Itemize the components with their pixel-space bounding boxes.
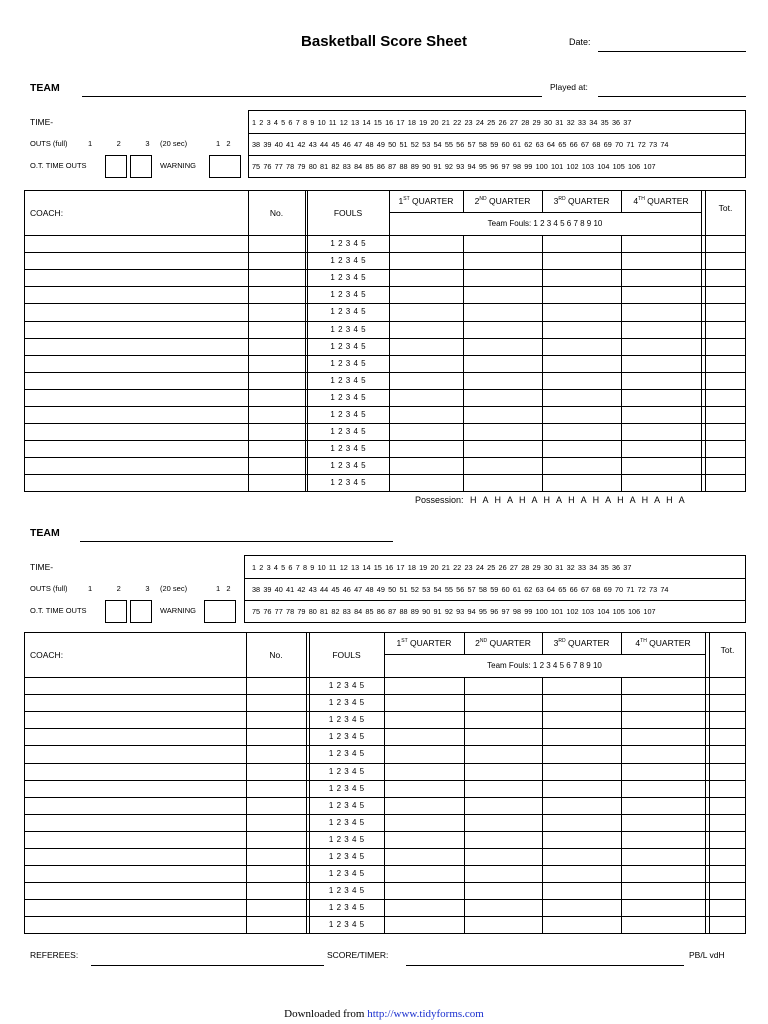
quarter-column-divider (464, 677, 465, 934)
time-label: TIME- (30, 562, 54, 572)
table-row (24, 440, 746, 441)
total-header: Tot. (720, 645, 735, 655)
quarter-number: 1 (398, 196, 404, 206)
footer-link[interactable]: http://www.tidyforms.com (367, 1008, 484, 1020)
time-numbers-row-3: 75 76 77 78 79 80 81 82 83 84 85 86 87 88 89 90 91 92 93 94 95 96 97 98 99 100 101 102 103 104 105 106 107 (252, 162, 656, 171)
warning-label: WARNING (160, 161, 196, 170)
quarter-column-divider (621, 677, 622, 934)
player-fouls-cell[interactable]: 1 2 3 4 5 (328, 834, 365, 844)
player-fouls-cell[interactable]: 1 2 3 4 5 (330, 461, 366, 471)
team-name-field-line[interactable] (82, 96, 542, 97)
table-row (24, 355, 746, 356)
quarter-word: QUARTER (407, 638, 452, 648)
quarter-suffix: ST (403, 196, 410, 203)
quarter-word: QUARTER (486, 196, 531, 206)
outs-full-numbers: 1 2 3 (88, 139, 150, 148)
table-row (24, 235, 746, 236)
quarter-word: QUARTER (565, 638, 610, 648)
quarter-header-underline (389, 212, 701, 213)
warning-box[interactable] (209, 155, 241, 178)
warning-box[interactable] (204, 600, 236, 623)
player-fouls-cell[interactable]: 1 2 3 4 5 (330, 410, 366, 419)
table-row (24, 423, 746, 424)
player-fouls-cell[interactable]: 1 2 3 4 5 (330, 290, 366, 300)
player-fouls-cell[interactable]: 1 2 3 4 5 (330, 239, 366, 248)
quarter-word: QUARTER (487, 638, 531, 648)
table-row (24, 882, 746, 883)
quarter-number: 4 (633, 196, 639, 206)
outs-full-label: OUTS (full) (30, 139, 68, 148)
quarter-word: QUARTER (409, 196, 454, 206)
quarter-number: 4 (635, 638, 641, 648)
table-row (24, 694, 746, 695)
player-fouls-cell[interactable]: 1 2 3 4 5 (328, 852, 365, 861)
date-label: Date: (569, 37, 591, 47)
player-fouls-cell[interactable]: 1 2 3 4 5 (328, 681, 365, 690)
quarter-number: 2 (475, 638, 480, 648)
table-row (24, 916, 746, 917)
total-header: Tot. (718, 203, 733, 213)
player-fouls-cell[interactable]: 1 2 3 4 5 (330, 341, 366, 351)
player-fouls-cell[interactable]: 1 2 3 4 5 (330, 392, 366, 402)
table-row (24, 406, 746, 407)
quarter-column-divider (463, 235, 464, 492)
team-fouls-row: Team Fouls: 1 2 3 4 5 6 7 8 9 10 (487, 219, 603, 228)
quarter-number: 1 (396, 638, 402, 648)
player-fouls-cell[interactable]: 1 2 3 4 5 (328, 715, 365, 725)
table-row (24, 457, 746, 458)
quarter-suffix: ST (401, 638, 408, 645)
table-row (24, 474, 746, 475)
quarter-suffix: TH (640, 638, 647, 645)
table-row (24, 711, 746, 712)
quarter-column-divider (542, 677, 543, 934)
quarter-header-underline (384, 654, 705, 655)
sec20-label: (20 sec) (160, 139, 188, 148)
player-fouls-cell[interactable]: 1 2 3 4 5 (330, 324, 366, 334)
initials-text: PB/L vdH (689, 950, 725, 960)
quarter-header-4 (621, 196, 701, 206)
quarter-suffix: ND (479, 196, 487, 203)
quarter-number: 3 (553, 196, 559, 206)
player-fouls-cell[interactable]: 1 2 3 4 5 (330, 358, 366, 368)
table-row (24, 677, 746, 678)
quarter-number: 3 (553, 638, 559, 648)
quarter-number: 2 (474, 196, 480, 206)
ot-time-out-box-1[interactable] (105, 600, 127, 623)
score-timer-field-line[interactable] (406, 965, 684, 966)
player-fouls-cell[interactable]: 1 2 3 4 5 (328, 732, 365, 742)
player-fouls-cell[interactable]: 1 2 3 4 5 (330, 427, 366, 437)
quarter-suffix: ND (479, 638, 488, 645)
coach-label: COACH: (30, 650, 64, 660)
player-fouls-cell[interactable]: 1 2 3 4 5 (330, 273, 366, 283)
footer-download-note (0, 1008, 768, 1020)
player-fouls-cell[interactable]: 1 2 3 4 5 (330, 256, 366, 266)
player-fouls-cell[interactable]: 1 2 3 4 5 (328, 783, 365, 793)
sec20-numbers: 1 2 (216, 584, 231, 593)
player-fouls-cell[interactable]: 1 2 3 4 5 (328, 800, 365, 810)
outs-full-numbers: 1 2 3 (88, 584, 150, 593)
warning-label: WARNING (160, 606, 196, 615)
time-numbers-row-1: 1 2 3 4 5 6 7 8 9 10 11 12 13 14 15 16 17 18 19 20 21 22 23 24 25 26 27 28 29 30 31 32 33 34 35 36 37 (252, 563, 632, 572)
player-fouls-cell[interactable]: 1 2 3 4 5 (330, 307, 366, 317)
quarter-header-4 (621, 638, 705, 648)
played-at-field-line[interactable] (598, 96, 746, 97)
team-label: TEAM (30, 527, 60, 539)
table-row (24, 252, 746, 253)
time-numbers-row-2: 38 39 40 41 42 43 44 45 46 47 48 49 50 51 52 53 54 55 56 57 58 59 60 61 62 63 64 65 66 67 68 69 70 71 72 73 74 (252, 585, 669, 594)
team-name-field-line[interactable] (80, 541, 393, 542)
fouls-header: FOULS (333, 208, 363, 218)
player-fouls-cell[interactable]: 1 2 3 4 5 (328, 749, 365, 759)
sec20-numbers: 1 2 (216, 139, 231, 148)
time-grid-divider-1 (244, 578, 746, 579)
time-numbers-row-3: 75 76 77 78 79 80 81 82 83 84 85 86 87 88 89 90 91 92 93 94 95 96 97 98 99 100 101 102 103 104 105 106 107 (252, 607, 656, 616)
quarter-header-2 (464, 638, 542, 648)
table-row (24, 814, 746, 815)
time-grid-divider-2 (248, 155, 746, 156)
date-field-line[interactable] (598, 51, 746, 52)
table-row (24, 745, 746, 746)
player-fouls-cell[interactable]: 1 2 3 4 5 (328, 869, 365, 879)
player-fouls-cell[interactable]: 1 2 3 4 5 (328, 698, 365, 708)
player-fouls-cell[interactable]: 1 2 3 4 5 (330, 444, 366, 454)
player-fouls-cell[interactable]: 1 2 3 4 5 (328, 903, 365, 913)
table-row (24, 780, 746, 781)
quarter-header-1 (384, 638, 464, 648)
ot-time-outs-label: O.T. TIME OUTS (30, 161, 87, 170)
player-fouls-cell[interactable]: 1 2 3 4 5 (328, 766, 365, 776)
player-fouls-cell[interactable]: 1 2 3 4 5 (330, 375, 366, 385)
player-fouls-cell[interactable]: 1 2 3 4 5 (328, 920, 365, 930)
table-row (24, 338, 746, 339)
team-fouls-row: Team Fouls: 1 2 3 4 5 6 7 8 9 10 (487, 661, 602, 670)
number-header: No. (269, 208, 284, 218)
quarter-header-3 (542, 196, 621, 206)
quarter-column-divider (621, 235, 622, 492)
ot-time-outs-label: O.T. TIME OUTS (30, 606, 87, 615)
time-numbers-row-1: 1 2 3 4 5 6 7 8 9 10 11 12 13 14 15 16 17 18 19 20 21 22 23 24 25 26 27 28 29 30 31 32 33 34 35 36 37 (252, 118, 632, 127)
table-row (24, 831, 746, 832)
table-row (24, 389, 746, 390)
quarter-word: QUARTER (644, 196, 689, 206)
footer-prefix: Downloaded from (284, 1008, 368, 1020)
quarter-header-1 (389, 196, 463, 206)
table-row (24, 797, 746, 798)
ot-time-out-box-2[interactable] (130, 155, 152, 178)
number-header: No. (269, 650, 283, 660)
table-row (24, 372, 746, 373)
player-fouls-cell[interactable]: 1 2 3 4 5 (330, 478, 366, 488)
table-row (24, 728, 746, 729)
table-row (24, 899, 746, 900)
outs-full-label: OUTS (full) (30, 584, 68, 593)
fouls-header: FOULS (332, 650, 361, 660)
time-numbers-row-2: 38 39 40 41 42 43 44 45 46 47 48 49 50 51 52 53 54 55 56 57 58 59 60 61 62 63 64 65 66 67 68 69 70 71 72 73 74 (252, 140, 669, 149)
quarter-suffix: RD (558, 638, 566, 645)
quarter-header-2 (463, 196, 542, 206)
coach-label: COACH: (30, 208, 64, 218)
quarter-column-divider (542, 235, 543, 492)
quarter-suffix: TH (638, 196, 645, 203)
quarter-word: QUARTER (565, 196, 610, 206)
score-timer-label: SCORE/TIMER: (327, 950, 389, 960)
played-at-label: Played at: (550, 82, 588, 92)
table-row (24, 321, 746, 322)
table-row (24, 286, 746, 287)
quarter-word: QUARTER (646, 638, 691, 648)
table-row (24, 865, 746, 866)
quarter-suffix: RD (558, 196, 566, 203)
time-grid-divider-2 (244, 600, 746, 601)
table-row (24, 763, 746, 764)
player-fouls-cell[interactable]: 1 2 3 4 5 (328, 817, 365, 827)
sec20-label: (20 sec) (160, 584, 188, 593)
ot-time-out-box-1[interactable] (105, 155, 127, 178)
time-grid-divider-1 (248, 133, 746, 134)
page-title: Basketball Score Sheet (301, 33, 467, 50)
table-row (24, 303, 746, 304)
time-label: TIME- (30, 117, 54, 127)
player-fouls-cell[interactable]: 1 2 3 4 5 (328, 886, 365, 896)
team-label: TEAM (30, 82, 60, 94)
quarter-header-3 (542, 638, 621, 648)
table-row (24, 848, 746, 849)
possession-row: Possession: H A H A H A H A H A H A H A H A H A (415, 495, 685, 505)
referees-field-line[interactable] (91, 965, 324, 966)
table-row (24, 269, 746, 270)
referees-label: REFEREES: (30, 950, 79, 960)
ot-time-out-box-2[interactable] (130, 600, 152, 623)
